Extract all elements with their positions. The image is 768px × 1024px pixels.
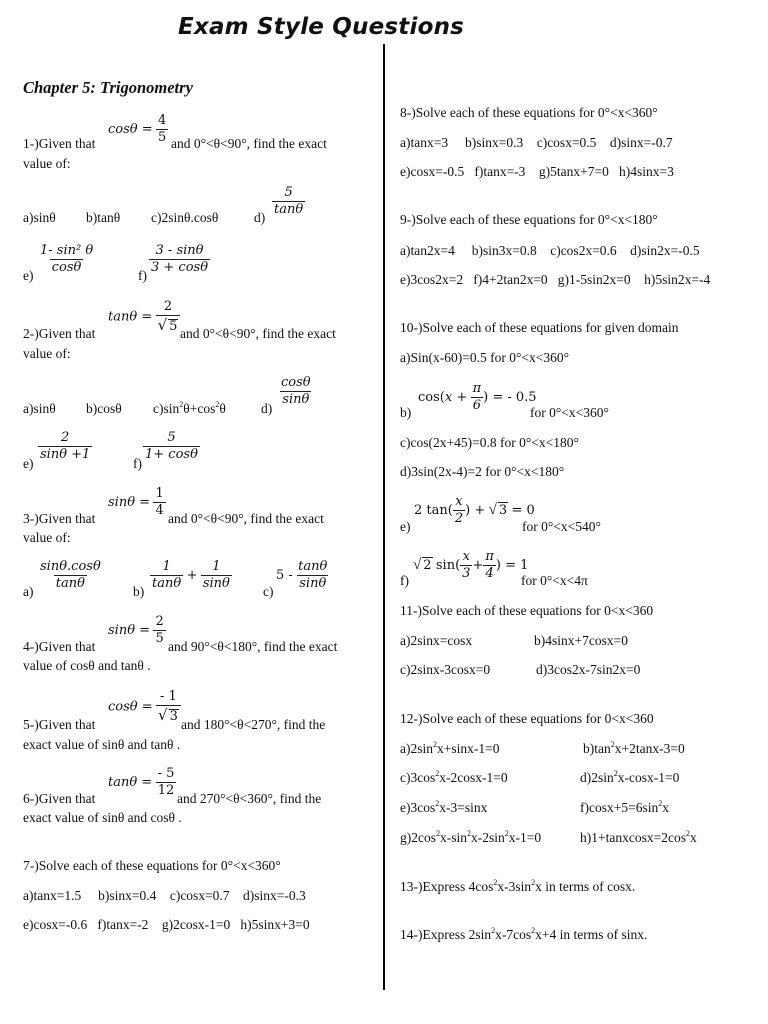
q10-part-e-domain: for 0°<x<540° [522,519,601,534]
q11-part-a: a)2sinx=cosx [400,633,473,648]
q3-part-c-label: c) [263,584,274,599]
chapter-heading: Chapter 5: Trigonometry [23,78,193,97]
q12-part-h: $h)1+tanxcosx=2\cos^2x$ [580,829,697,845]
q6-condition-fraction: tanθ = $\frac{- 5}{12}$ [108,766,175,799]
q10-part-f-expression: √ 2 sin( $\frac{x}{3}$ + $\frac{\pi}{4}$ ) = 1 [413,549,529,582]
q10-part-e-expression: 2 tan( $\frac{x}{2}$ ) + √ 3 = 0 [414,494,535,527]
q10-part-b-domain: for 0°<x<360° [530,405,609,420]
q3-part-b-expression: $\frac{1}{\tan\theta}$ + $\frac{1}{\sin\theta}$ [152,559,230,592]
q9-row2: e)3cos2x=2 f)4+2tan2x=0 g)1-5sin2x=0 h)5sin2x=-4 [400,272,711,287]
q2-lead: 2-)Given that [23,326,96,341]
q3-part-a-label: a) [23,584,34,599]
q12-part-d: $d)2\sin^2x-\cos x-1=0$ [580,769,680,785]
q8-heading: 8-)Solve each of these equations for 0°<x<360° [400,105,658,120]
page-title: Exam Style Questions [178,14,465,40]
q1-part-a: a)sinθ [23,210,56,225]
q3-condition-fraction: sinθ = $\frac{1}{4}$ [108,486,164,519]
sqrt-icon: √ [413,556,422,573]
q3-part-b-label: b) [133,584,145,599]
q1-part-c: c)2sinθ.cosθ [151,210,219,225]
q4-line2: value of cosθ and tanθ . [23,658,151,673]
q10-part-a: a)Sin(x-60)=0.5 for 0°<x<360° [400,350,569,365]
q13-text: 13-)Express $4\cos^2x-3\sin^2x$ in terms of cosx. [400,878,636,894]
q6-line2: exact value of sinθ and cosθ . [23,810,182,825]
q9-row1: a)tan2x=4 b)sin3x=0.8 c)cos2x=0.6 d)sin2x=-0.5 [400,243,700,258]
q10-heading: 10-)Solve each of these equations for given domain [400,320,679,335]
q5-condition-fraction: cosθ = $\frac{- 1}{√ 3}$ [108,690,181,725]
q2-part-f-label: f) [133,456,142,471]
q8-row2: e)cosx=-0.5 f)tanx=-3 g)5tanx+7=0 h)4sinx=3 [400,164,674,179]
q2-part-a: a)sinθ [23,401,56,416]
q4-condition-fraction: sinθ = $\frac{2}{5}$ [108,614,164,647]
q12-heading: 12-)Solve each of these equations for 0<x<360 [400,711,654,726]
sqrt-icon: √ [488,501,497,518]
q1-part-f-label: f) [138,268,147,283]
q1-cond-lhs: cosθ = [108,121,153,137]
q10-part-f-label: f) [400,573,409,588]
q10-part-b-expression: cos(x + $\frac{\pi}{6}$ ) = - 0.5 [418,381,537,414]
q5-cond-tail: and 180°<θ<270°, find the [181,717,326,732]
q11-heading: 11-)Solve each of these equations for 0<x<360 [400,603,654,618]
q1-lead: 1-)Given that [23,136,96,151]
q14-text: 14-)Express $2\sin^2x-7\cos^2x+4$ in terms of sinx. [400,926,648,942]
q10-part-b-label: b) [400,405,412,420]
q1-cond-den: 5 [158,130,167,146]
q7-row1: a)tanx=1.5 b)sinx=0.4 c)cosx=0.7 d)sinx=-0.3 [23,888,306,903]
q4-lead: 4-)Given that [23,639,96,654]
q9-heading: 9-)Solve each of these equations for 0°<x<180° [400,212,658,227]
q2-condition-fraction: tanθ = $\frac{2}{√ 5}$ [108,300,180,335]
q12-part-a: $a)2\sin^2x+\sin x-1=0$ [400,740,500,756]
q7-row2: e)cosx=-0.6 f)tanx=-2 g)2cosx-1=0 h)5sinx+3=0 [23,917,310,932]
q3-part-a-fraction: $\frac{\sin\theta.\cos\theta}{\tan\theta}$ [40,559,101,592]
column-divider [383,44,385,990]
q11-part-d: d)3cos2x-7sin2x=0 [536,662,641,677]
q6-lead: 6-)Given that [23,791,96,806]
q1-cond-num: 4 [158,113,167,128]
q1-cond-tail: and 0°<θ<90°, find the exact [171,136,327,151]
q10-part-f-domain: for 0°<x<4π [521,573,588,588]
q11-part-b: b)4sinx+7cosx=0 [534,633,628,648]
q1-part-e-label: e) [23,268,34,283]
q3-line2: value of: [23,530,71,545]
q2-part-b: b)cosθ [86,401,122,416]
q2-part-e-fraction: $\frac{2}{\sin\theta +1}$ [40,430,91,463]
q1-part-d-fraction: $\frac{5}{\tan\theta}$ [274,185,304,218]
q2-part-c: $c)\sin^2\theta+\cos^2\theta$ [153,400,226,416]
q2-line2: value of: [23,346,71,361]
q10-part-d: d)3sin(2x-4)=2 for 0°<x<180° [400,464,565,479]
q6-cond-tail: and 270°<θ<360°, find the [177,791,322,806]
q12-part-e: $e)3\cos^2x-3=\sin x$ [400,799,488,815]
q1-condition-fraction [108,114,168,146]
q1-part-f-fraction: $\frac{3 - \sin\theta}{3 + \cos\theta}$ [151,243,209,276]
q12-part-g: $g)2\cos^2x-\sin^2x-2\sin^2x-1=0$ [400,829,542,845]
q2-part-d-label: d) [261,401,273,416]
q1-line2: value of: [23,156,71,171]
q5-lead: 5-)Given that [23,717,96,732]
q1-part-e-fraction: $\frac{\text{1- sin² θ}}{\cos\theta}$ [40,243,94,276]
q1-part-b: b)tanθ [86,210,121,225]
q3-lead: 3-)Given that [23,511,96,526]
q3-cond-tail: and 0°<θ<90°, find the exact [168,511,324,526]
q7-heading: 7-)Solve each of these equations for 0°<x<360° [23,858,281,873]
q12-part-b: $b)\tan^2x+2\tan x-3=0$ [583,740,685,756]
q12-part-f: $f)\cos x+5=6\sin^2x$ [580,799,669,815]
q10-part-e-label: e) [400,519,411,534]
sqrt-icon: √ [157,316,168,335]
q2-part-f-fraction: $\frac{5}{1+ \cos\theta}$ [145,430,198,463]
q4-cond-tail: and 90°<θ<180°, find the exact [168,639,338,654]
q1-part-d-label: d) [254,210,266,225]
q2-part-d-fraction: $\frac{\cos\theta}{\sin\theta}$ [281,375,311,408]
sqrt-icon: √ [158,706,168,725]
q11-part-c: c)2sinx-3cosx=0 [400,662,491,677]
q12-part-c: $c)3\cos^2x-2\cos x-1=0$ [400,769,508,785]
q2-part-e-label: e) [23,456,34,471]
q8-row1: a)tanx=3 b)sinx=0.3 c)cosx=0.5 d)sinx=-0.7 [400,135,673,150]
q2-cond-tail: and 0°<θ<90°, find the exact [180,326,336,341]
q3-part-c-expression: 5 - $\frac{\tan\theta}{\sin\theta}$ [276,559,328,592]
q10-part-c: c)cos(2x+45)=0.8 for 0°<x<180° [400,435,579,450]
q5-line2: exact value of sinθ and tanθ . [23,737,181,752]
